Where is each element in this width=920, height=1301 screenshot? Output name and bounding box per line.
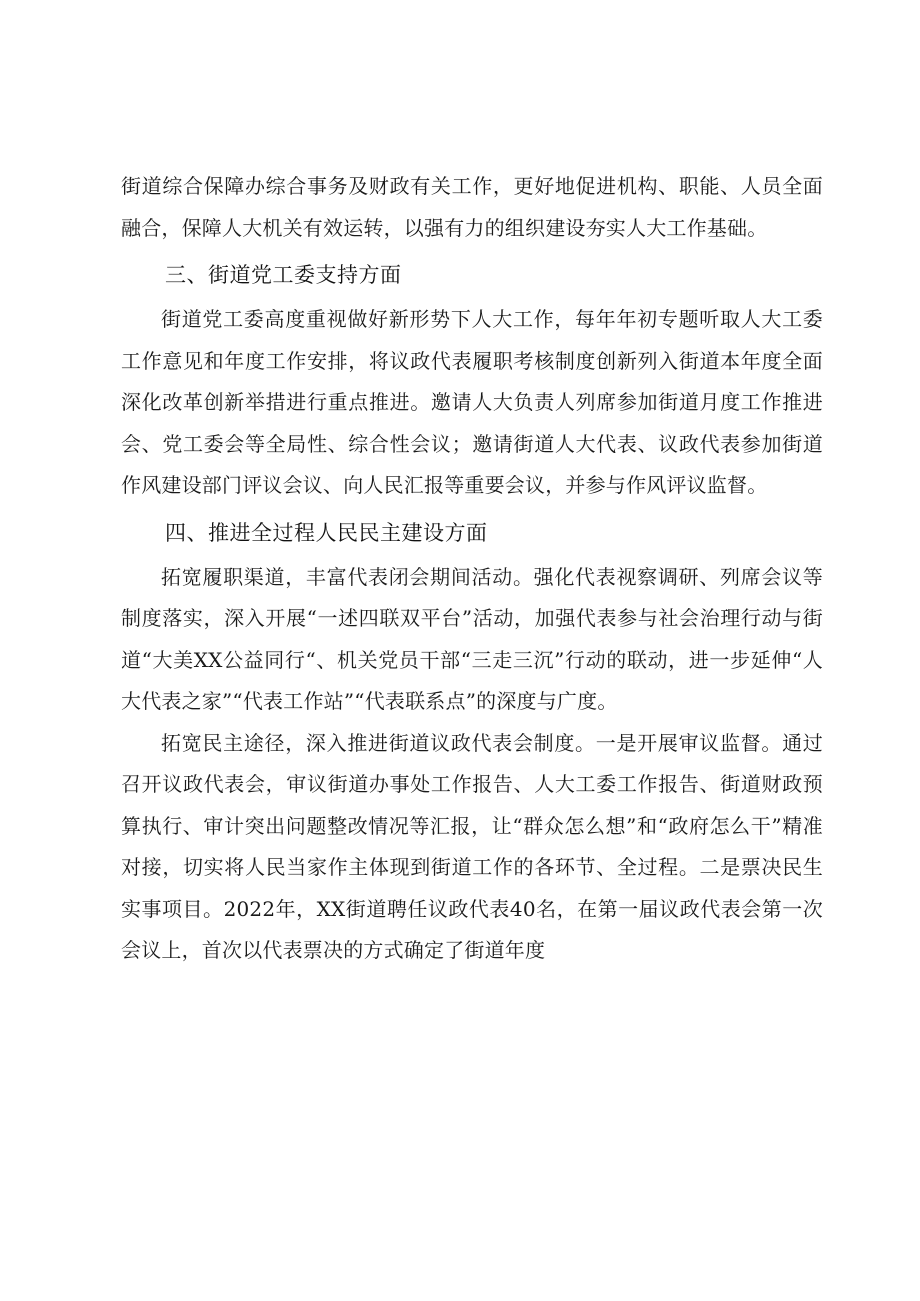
intro-paragraph: 街道综合保障办综合事务及财政有关工作，更好地促进机构、职能、人员全面融合，保障人大机关有效运转，以强有力的组织建设夯实人大工作基础。 <box>121 174 823 240</box>
section-3-paragraph: 街道党工委高度重视做好新形势下人大工作，每年年初专题听取人大工委工作意见和年度工作安排，将议政代表履职考核制度创新列入街道本年度全面深化改革创新举措进行重点推进。邀请人大负责人列席参加街道月度工作推进会、党工委会等全局性、综合性会议；邀请街道人大代表、议政代表参加街道作风建设部门评议会议、向人民汇报等重要会议，并参与作风评议监督。 <box>121 307 823 497</box>
document-body <box>121 166 823 972</box>
section-3-heading: 三、街道党工委支持方面 <box>165 263 402 287</box>
section-4-paragraph-2: 拓宽民主途径，深入推进街道议政代表会制度。一是开展审议监督。通过召开议政代表会，审议街道办事处工作报告、人大工委工作报告、街道财政预算执行、审计突出问题整改情况等汇报，让“群众怎么想”和“政府怎么干”精准对接，切实将人民当家作主体现到街道工作的各环节、全过程。二是票决民生实事项目。2022年，XX街道聘任议政代表40名，在第一届议政代表会第一次会议上，首次以代表票决的方式确定了街道年度 <box>121 730 823 962</box>
section-4-paragraph-1: 拓宽履职渠道，丰富代表闭会期间活动。强化代表视察调研、列席会议等制度落实，深入开展“一述四联双平台”活动，加强代表参与社会治理行动与街道“大美XX公益同行“、机关党员干部“三走三沉”行动的联动，进一步延伸“人大代表之家”“代表工作站”“代表联系点”的深度与广度。 <box>121 564 823 713</box>
section-4-heading: 四、推进全过程人民民主建设方面 <box>165 520 488 545</box>
